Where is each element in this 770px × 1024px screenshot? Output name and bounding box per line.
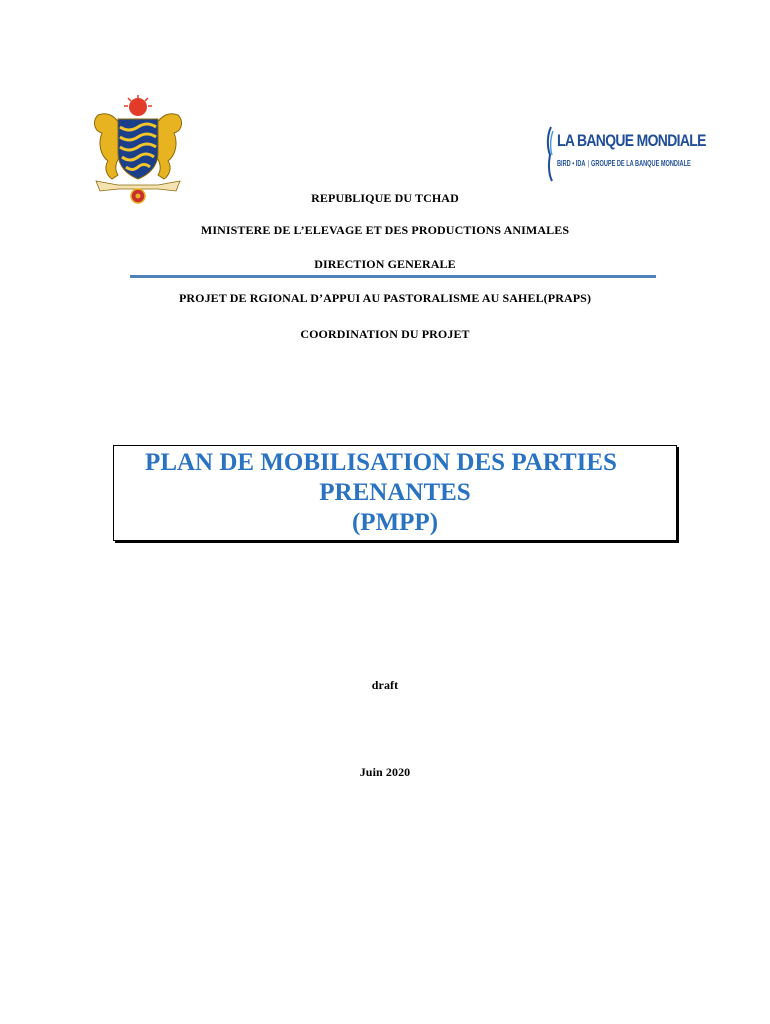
status-label: draft — [371, 678, 399, 692]
world-bank-sub-right: GROUPE DE LA BANQUE MONDIALE — [591, 159, 691, 168]
ministry-line: MINISTERE DE L’ELEVAGE ET DES PRODUCTIONS ANIMALES — [200, 223, 570, 237]
project-line: PROJET DE RGIONAL D’APPUI AU PASTORALISME AU SAHEL(PRAPS) — [178, 291, 592, 305]
document-title-box — [113, 445, 677, 541]
coordination-line: COORDINATION DU PROJET — [300, 327, 470, 341]
world-bank-globe-icon — [545, 125, 555, 183]
sun-icon — [124, 95, 152, 116]
direction-line: DIRECTION GENERALE — [314, 257, 456, 271]
world-bank-logo — [545, 125, 706, 183]
world-bank-sub-left: BIRD • IDA — [557, 159, 586, 168]
republic-line: REPUBLIQUE DU TCHAD — [311, 191, 459, 205]
world-bank-subtitle: BIRD • IDA | GROUPE DE LA BANQUE MONDIALE — [557, 159, 691, 168]
world-bank-name: LA BANQUE MONDIALE — [557, 131, 706, 150]
chad-coat-of-arms-icon — [88, 95, 188, 205]
title-line-1: PLAN DE MOBILISATION DES PARTIES — [145, 449, 617, 476]
title-line-3: (PMPP) — [351, 509, 439, 536]
document-date: Juin 2020 — [359, 765, 411, 779]
title-line-2: PRENANTES — [319, 479, 471, 506]
right-supporter-icon — [156, 114, 181, 179]
header-divider — [130, 275, 656, 278]
shield-icon — [118, 119, 158, 179]
left-supporter-icon — [95, 114, 120, 179]
